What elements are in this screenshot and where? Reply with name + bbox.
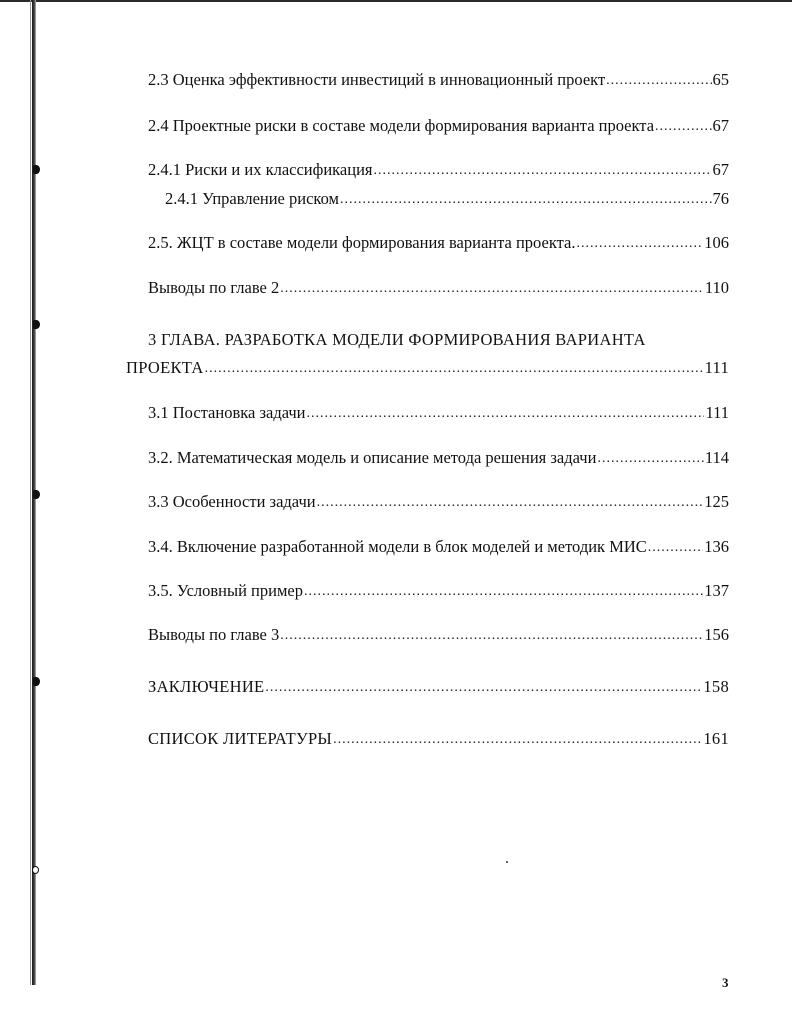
toc-entry-label: 3.1 Постановка задачи	[148, 403, 306, 422]
toc-entry[interactable]	[148, 625, 729, 647]
toc-entry-page: 158	[703, 677, 729, 696]
toc-entry-page: 76	[712, 189, 729, 208]
toc-leader-dots	[265, 676, 702, 698]
binding-hole-icon	[33, 165, 40, 174]
binding-ring-icon	[32, 866, 39, 874]
toc-leader-dots	[333, 728, 702, 750]
scan-top-edge	[0, 0, 792, 2]
toc-leader-dots	[304, 580, 703, 602]
toc-entry-page: 137	[704, 581, 729, 600]
binding-hole-icon	[33, 320, 40, 329]
toc-entry-page: 67	[712, 116, 729, 135]
toc-entry-label: ЗАКЛЮЧЕНИЕ	[148, 677, 265, 696]
toc-entry-page: 65	[712, 70, 729, 89]
toc-entry-label: 3.5. Условный пример	[148, 581, 303, 600]
toc-entry[interactable]	[148, 233, 729, 255]
toc-entry-label: 3.4. Включение разработанной модели в блок моделей и методик МИС	[148, 537, 647, 556]
toc-leader-dots	[340, 188, 712, 210]
toc-entry-label: 2.5. ЖЦТ в составе модели формирования варианта проекта.	[148, 233, 576, 252]
toc-entry-label: Выводы по главе 3	[148, 625, 280, 644]
scan-binding-edge-thin	[30, 0, 31, 985]
toc-entry-page: 111	[705, 403, 729, 422]
toc-leader-dots	[577, 232, 704, 254]
toc-entry-label: СПИСОК ЛИТЕРАТУРЫ	[148, 729, 333, 748]
toc-entry-page: 125	[704, 492, 729, 511]
toc-leader-dots	[205, 357, 704, 379]
toc-entry-label: 2.4.1 Риски и их классификация	[148, 160, 373, 179]
toc-entry-label: 2.4 Проектные риски в составе модели формирования варианта проекта	[148, 116, 655, 135]
toc-entry-page: 161	[703, 729, 729, 748]
toc-entry-label: ПРОЕКТА	[126, 358, 204, 377]
binding-hole-icon	[33, 490, 40, 499]
toc-entry-page: 156	[704, 625, 729, 644]
toc-entry[interactable]	[148, 537, 729, 559]
scan-speck	[506, 861, 508, 863]
toc-entry[interactable]	[126, 358, 729, 380]
toc-leader-dots	[374, 159, 712, 181]
toc-chapter-heading[interactable]: 3 ГЛАВА. РАЗРАБОТКА МОДЕЛИ ФОРМИРОВАНИЯ ВАРИАНТА	[148, 330, 646, 349]
toc-entry[interactable]	[148, 160, 729, 182]
toc-entry-page: 110	[704, 278, 729, 297]
toc-entry[interactable]	[148, 448, 729, 470]
toc-subentry[interactable]	[165, 189, 729, 211]
page-number: 3	[722, 975, 729, 990]
toc-entry[interactable]	[148, 581, 729, 603]
toc-entry-label: 3.2. Математическая модель и описание метода решения задачи	[148, 448, 597, 467]
toc-entry-page: 114	[704, 448, 729, 467]
toc-entry[interactable]	[148, 116, 729, 138]
toc-entry-page: 111	[704, 358, 729, 377]
toc-entry[interactable]	[148, 278, 729, 300]
toc-entry-label: 2.3 Оценка эффективности инвестиций в инновационный проект	[148, 70, 606, 89]
toc-entry-label: 3.3 Особенности задачи	[148, 492, 316, 511]
toc-leader-dots	[655, 115, 711, 137]
toc-entry[interactable]	[148, 403, 729, 425]
binding-hole-icon	[33, 677, 40, 686]
toc-entry[interactable]	[148, 729, 729, 751]
toc-entry-page: 136	[704, 537, 729, 556]
toc-leader-dots	[280, 624, 703, 646]
toc-leader-dots	[317, 491, 704, 513]
toc-entry-page: 106	[704, 233, 729, 252]
toc-entry-label: 2.4.1 Управление риском	[165, 189, 339, 208]
toc-entry[interactable]	[148, 70, 729, 92]
toc-leader-dots	[606, 69, 711, 91]
toc-leader-dots	[280, 277, 704, 299]
toc-leader-dots	[648, 536, 703, 558]
toc-entry-page: 67	[712, 160, 729, 179]
toc-entry[interactable]	[148, 677, 729, 699]
toc-leader-dots	[597, 447, 703, 469]
toc-entry-label: Выводы по главе 2	[148, 278, 280, 297]
toc-leader-dots	[307, 402, 705, 424]
toc-entry[interactable]	[148, 492, 729, 514]
